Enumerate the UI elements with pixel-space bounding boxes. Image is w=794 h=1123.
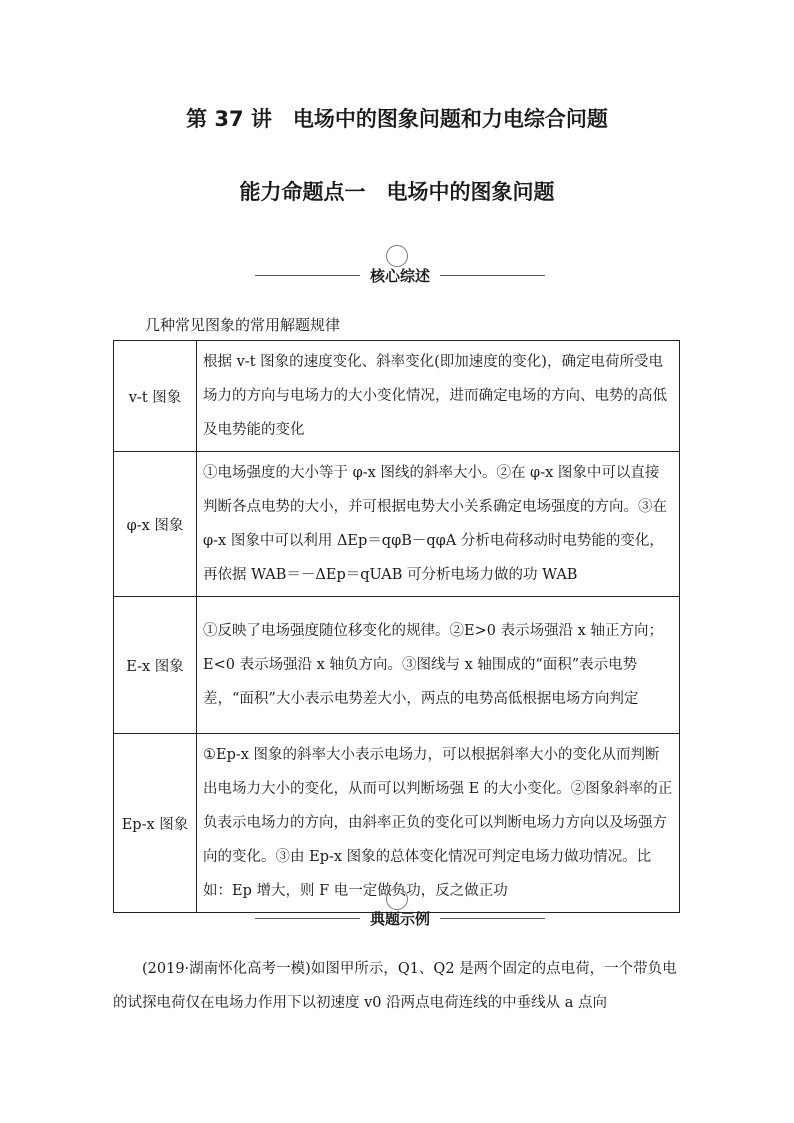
section-label-core: 核心综述 bbox=[369, 267, 430, 285]
lightbulb-icon bbox=[386, 888, 408, 910]
section-divider-core bbox=[255, 245, 545, 285]
example-paragraph: (2019·湖南怀化高考一模)如图甲所示，Q1、Q2 是两个固定的点电荷，一个带负电的试探电荷仅在电场力作用下以初速度 v0 沿两点电荷连线的中垂线从 a 点向 bbox=[113, 961, 677, 1011]
row-desc: ①反映了电场强度随位移变化的规律。②E>0 表示场强沿 x 轴正方向；E<0 表示场强沿 x 轴负方向。③图线与 x 轴围成的“面积”表示电势差，“面积”大小表示电势差大小，两点的电势高低根据电场方向判定 bbox=[197, 597, 680, 734]
divider-line-right bbox=[440, 275, 545, 276]
row-name: v-t 图象 bbox=[114, 341, 197, 452]
table-row bbox=[114, 341, 680, 452]
table-row bbox=[114, 734, 680, 913]
row-desc: 根据 v-t 图象的速度变化、斜率变化(即加速度的变化)，确定电荷所受电场力的方向与电场力的大小变化情况，进而确定电场的方向、电势的高低及电势能的变化 bbox=[197, 341, 680, 452]
section-label-example: 典题示例 bbox=[369, 910, 430, 928]
table-row bbox=[114, 597, 680, 734]
rules-table bbox=[113, 340, 680, 913]
intro-text: 几种常见图象的常用解题规律 bbox=[145, 316, 341, 334]
row-desc: ①电场强度的大小等于 φ-x 图线的斜率大小。②在 φ-x 图象中可以直接判断各点电势的大小，并可根据电势大小关系确定电场强度的方向。③在 φ-x 图象中可以利用 ΔEp＝qφB－qφA 分析电荷移动时电势能的变化，再依据 WAB＝－ΔEp＝qUAB 可分析电场力做的功 WAB bbox=[197, 452, 680, 597]
sub-title: 能力命题点一 电场中的图象问题 bbox=[239, 180, 555, 204]
table-row bbox=[114, 452, 680, 597]
leaf-icon bbox=[386, 245, 408, 267]
row-name: φ-x 图象 bbox=[114, 452, 197, 597]
row-name: E-x 图象 bbox=[114, 597, 197, 734]
row-desc: ①Ep-x 图象的斜率大小表示电场力，可以根据斜率大小的变化从而判断出电场力大小的变化，从而可以判断场强 E 的大小变化。②图象斜率的正负表示电场力的方向，由斜率正负的变化可以判断电场力方向以及场强方向的变化。③由 Ep-x 图象的总体变化情况可判定电场力做功情况。比如：Ep 增大，则 F 电一定做负功，反之做正功 bbox=[197, 734, 680, 913]
section-divider-example bbox=[255, 888, 545, 928]
row-name: Ep-x 图象 bbox=[114, 734, 197, 913]
divider-line-right bbox=[440, 918, 545, 919]
main-title: 第 37 讲 电场中的图象问题和力电综合问题 bbox=[186, 107, 608, 131]
